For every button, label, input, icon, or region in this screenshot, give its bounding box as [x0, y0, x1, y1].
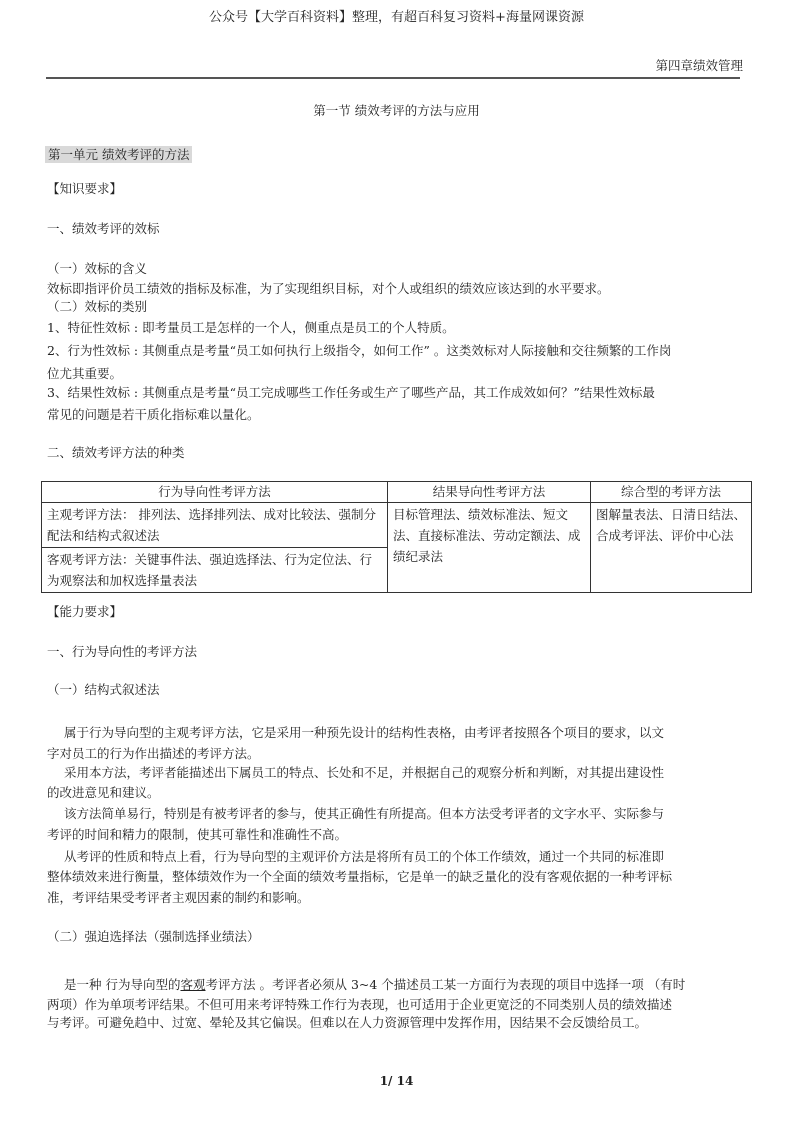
list-item-cont: 常见的问题是若干质化指标难以量化。 — [47, 407, 260, 422]
subheading: （一）效标的含义 — [47, 261, 148, 276]
paragraph-line: 采用本方法，考评者能描述出下属员工的特点、长处和不足，并根据自己的观察分析和判断，对其提出建设性 — [64, 765, 665, 780]
list-item-cont: 位尤其重要。 — [47, 366, 123, 381]
paragraph-line: 该方法简单易行，特别是有被考评者的参与，使其正确性有所提高。但本方法受考评者的文字水平、实际参与 — [64, 806, 665, 821]
list-item: 1、特征性效标 : 即考量员工是怎样的一个人，侧重点是员工的个人特质。 — [47, 320, 455, 335]
list-item: 3、结果性效标 : 其侧重点是考量“员工完成哪些工作任务或生产了哪些产品，其工作成效如何？”结果性效标最 — [47, 385, 655, 400]
paragraph-line: 准，考评结果受考评者主观因素的制约和影响。 — [47, 890, 310, 905]
list-item: 2、行为性效标 : 其侧重点是考量“员工如何执行上级指令，如何工作” 。这类效标对人际接触和交往频繁的工作岗 — [47, 343, 672, 358]
paragraph-line — [64, 977, 685, 993]
paragraph-line: 从考评的性质和特点上看，行为导向型的主观评价方法是将所有员工的个体工作绩效，通过一个共同的标准即 — [64, 849, 665, 864]
paragraph-line: 字对员工的行为作出描述的考评方法。 — [47, 746, 260, 761]
subheading: （一）结构式叙述法 — [47, 682, 160, 697]
paragraph: 效标即指评价员工绩效的指标及标准，为了实现组织目标，对个人或组织的绩效应该达到的水平要求。 — [47, 281, 610, 296]
underlined-text: 客观 — [180, 977, 206, 992]
knowledge-label: 【知识要求】 — [47, 181, 123, 196]
table-cell: 客观考评方法：关键事件法、强迫选择法、行为定位法、行为观察法和加权选择量表法 — [42, 548, 388, 593]
section-title: 第一节 绩效考评的方法与应用 — [313, 103, 480, 118]
heading: 一、行为导向性的考评方法 — [47, 644, 198, 659]
heading: 二、绩效考评方法的种类 — [47, 445, 185, 460]
page-number: 1/ 14 — [379, 1074, 414, 1088]
watermark: 公众号【大学百科资料】整理，有超百科复习资料+海量网课资源 — [209, 10, 584, 25]
chapter-header: 第四章绩效管理 — [655, 58, 743, 73]
paragraph-line: 考评的时间和精力的限制，使其可靠性和准确性不高。 — [47, 827, 348, 842]
table-cell: 主观考评方法： 排列法、选择排列法、成对比较法、强制分配法和结构式叙述法 — [42, 503, 388, 548]
subheading: （二）强迫选择法（强制选择业绩法） — [47, 929, 260, 944]
table-cell: 目标管理法、绩效标准法、短文法、直接标准法、劳动定额法、成绩纪录法 — [388, 503, 591, 593]
paragraph-line: 与考评。可避免趋中、过宽、晕轮及其它偏误。但难以在人力资源管理中发挥作用，因结果不会反馈给员工。 — [47, 1015, 648, 1030]
table-header: 综合型的考评方法 — [591, 482, 752, 503]
heading: 一、绩效考评的效标 — [47, 221, 160, 236]
text: 考评方法 。考评者必须从 3~4 个描述员工某一方面行为表现的项目中选择一项 （有时 — [205, 977, 686, 992]
ability-label: 【能力要求】 — [47, 604, 123, 619]
header-rule — [46, 77, 740, 79]
paragraph-line: 整体绩效来进行衡量，整体绩效作为一个全面的绩效考量指标，它是单一的缺乏量化的没有客观依据的一种考评标 — [47, 869, 673, 884]
text: 是一种 行为导向型的 — [64, 977, 181, 992]
subheading: （二）效标的类别 — [47, 299, 148, 314]
table-header: 行为导向性考评方法 — [42, 482, 388, 503]
table-header: 结果导向性考评方法 — [388, 482, 591, 503]
table-cell: 图解量表法、日清日结法、合成考评法、评价中心法 — [591, 503, 752, 593]
methods-table — [41, 481, 752, 593]
paragraph-line: 的改进意见和建议。 — [47, 785, 160, 800]
unit-title: 第一单元 绩效考评的方法 — [45, 146, 192, 163]
paragraph-line: 属于行为导向型的主观考评方法，它是采用一种预先设计的结构性表格，由考评者按照各个项目的要求，以文 — [64, 725, 665, 740]
paragraph-line: 两项）作为单项考评结果。不但可用来考评特殊工作行为表现，也可适用于企业更宽泛的不同类别人员的绩效描述 — [47, 997, 673, 1012]
